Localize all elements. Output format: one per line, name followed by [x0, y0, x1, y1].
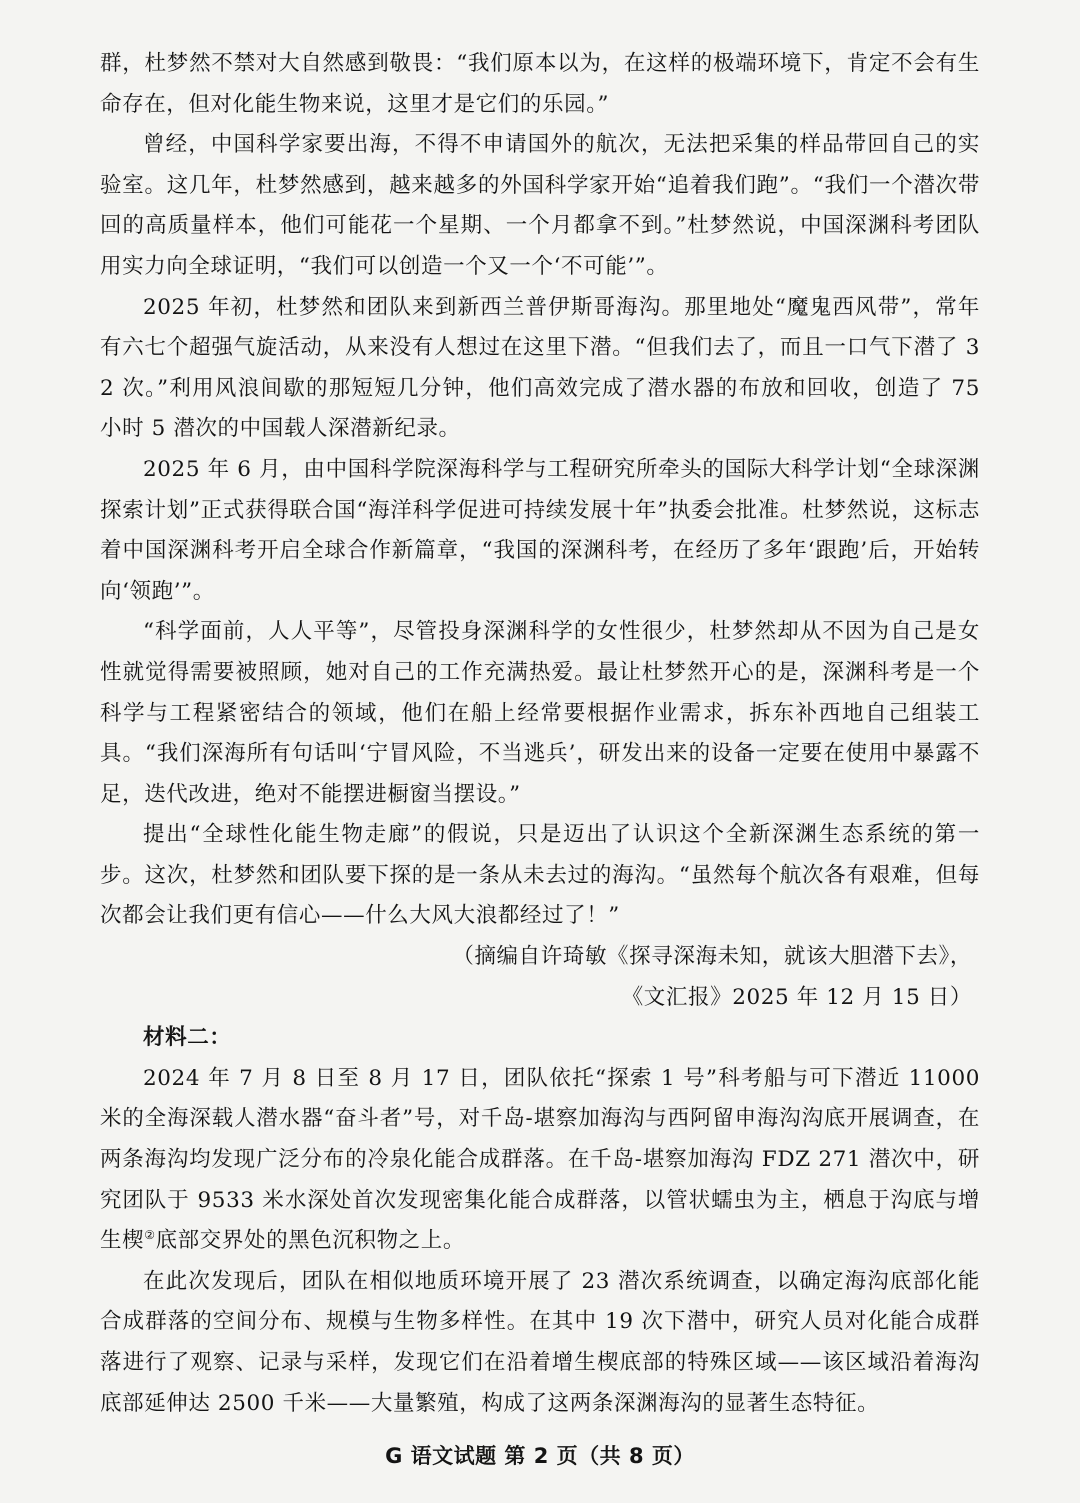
paragraph-2: 曾经，中国科学家要出海，不得不申请国外的航次，无法把采集的样品带回自己的实验室。这几年，杜梦然感到，越来越多的外国科学家开始“追着我们跑”。“我们一个潜次带回的高质量样本，他们可能花一个星期、一个月都拿不到。”杜梦然说，中国深渊科考团队用实力向全球证明，“我们可以创造一个又一个‘不可能’”。 — [100, 132, 980, 279]
footnote-marker: ② — [144, 1228, 156, 1243]
material-two-paragraph-1 — [100, 1059, 980, 1262]
page-footer: G 语文试题 第 2 页（共 8 页） — [385, 1444, 695, 1468]
paragraph-5: “科学面前，人人平等”，尽管投身深渊科学的女性很少，杜梦然却从不因为自己是女性就觉得需要被照顾，她对自己的工作充满热爱。最让杜梦然开心的是，深渊科考是一个科学与工程紧密结合的领域，他们在船上经常要根据作业需求，拆东补西地自己组装工具。“我们深海所有句话叫‘宁冒风险，不当逃兵’，研发出来的设备一定要在使用中暴露不足，迭代改进，绝对不能摆进橱窗当摆设。” — [100, 619, 980, 807]
material-two-paragraph-2: 在此次发现后，团队在相似地质环境开展了 23 潜次系统调查，以确定海沟底部化能合成群落的空间分布、规模与生物多样性。在其中 19 次下潜中，研究人员对化能合成群落进行了观察、记录与采样，发现它们在沿着增生楔底部的特殊区域——该区域沿着海沟底部延伸达 2500 千米——大量繁殖，构成了这两条深渊海沟的显著生态特征。 — [100, 1268, 980, 1416]
source-citation-line-1: （摘编自许琦敏《探寻深海未知，就该大胆潜下去》， — [452, 944, 972, 970]
material-two-heading: 材料二： — [143, 1025, 232, 1051]
source-citation-line-2: 《文汇报》2025 年 12 月 15 日） — [621, 984, 972, 1010]
material-two-paragraph-1-text-a: 2024 年 7 月 8 日至 8 月 17 日，团队依托“探索 1 号”科考船与可下潜近 11000 米的全海深载人潜水器“奋斗者”号，对千岛-堪察加海沟与西阿留申海沟沟底开展调查，在两条海沟均发现广泛分布的冷泉化能合成群落。在千岛-堪察加海沟 FDZ 271 潜次中，研究团队于 9533 米水深处首次发现密集化能合成群落，以管状蠕虫为主，栖息于沟底与增生楔 — [100, 1065, 980, 1254]
paragraph-6: 提出“全球性化能生物走廊”的假说，只是迈出了认识这个全新深渊生态系统的第一步。这次，杜梦然和团队要下探的是一条从未去过的海沟。“虽然每个航次各有艰难，但每次都会让我们更有信心——什么大风大浪都经过了！” — [100, 822, 980, 929]
paragraph-4: 2025 年 6 月，由中国科学院深海科学与工程研究所牵头的国际大科学计划“全球深渊探索计划”正式获得联合国“海洋科学促进可持续发展十年”执委会批准。杜梦然说，这标志着中国深渊科考开启全球合作新篇章，“我国的深渊科考，在经历了多年‘跟跑’后，开始转向‘领跑’”。 — [100, 456, 980, 604]
material-two-paragraph-1-text-b: 底部交界处的黑色沉积物之上。 — [155, 1228, 465, 1254]
paragraph-1: 群，杜梦然不禁对大自然感到敬畏：“我们原本以为，在这样的极端环境下，肯定不会有生命存在，但对化能生物来说，这里才是它们的乐园。” — [100, 51, 980, 117]
paragraph-3: 2025 年初，杜梦然和团队来到新西兰普伊斯哥海沟。那里地处“魔鬼西风带”，常年有六七个超强气旋活动，从来没有人想过在这里下潜。“但我们去了，而且一口气下潜了 32 次。”利用风浪间歇的那短短几分钟，他们高效完成了潜水器的布放和回收，创造了 75 小时 5 潜次的中国载人深潜新纪录。 — [100, 294, 980, 442]
